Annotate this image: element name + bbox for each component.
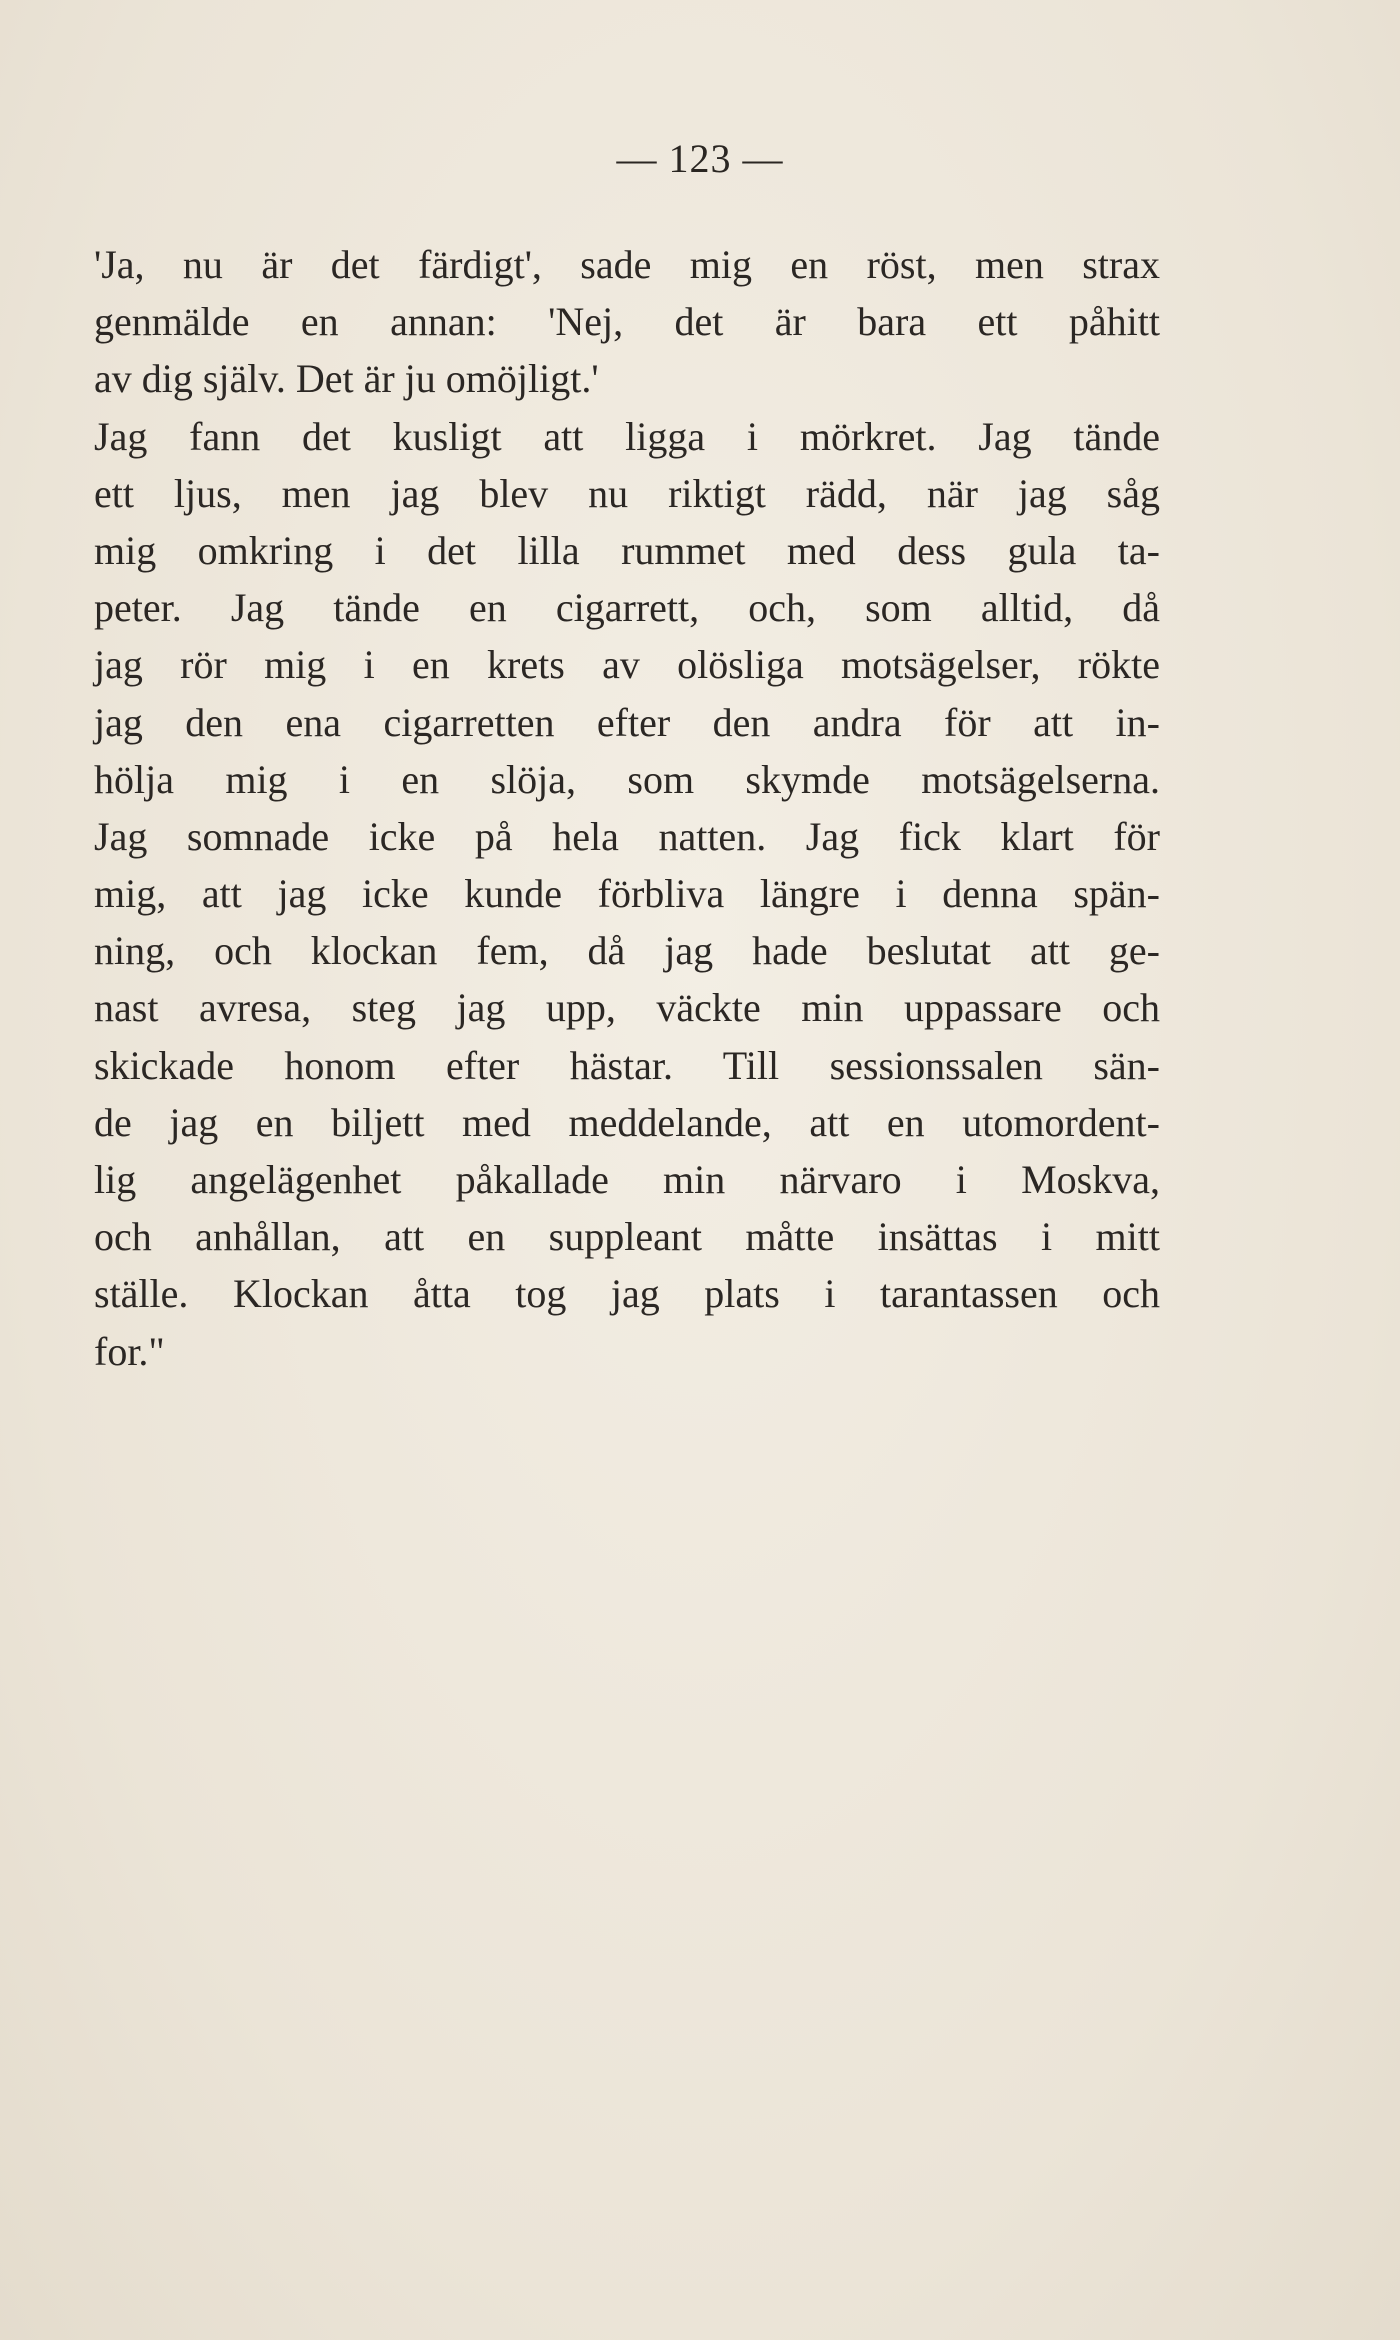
text-line: av dig själv. Det är ju omöjligt.' [94, 356, 599, 402]
text-line: hölja mig i en slöja, som skymde motsägelserna. [94, 756, 1160, 802]
text-line: mig, att jag icke kunde förbliva längre i denna spän- [94, 871, 1160, 917]
text-line: jag den ena cigarretten efter den andra för att in- [94, 699, 1160, 745]
text-line: skickade honom efter hästar. Till sessionssalen sän- [94, 1042, 1160, 1088]
text-line: Jag fann det kusligt att ligga i mörkret. Jag tände [94, 413, 1160, 459]
text-line: mig omkring i det lilla rummet med dess gula ta- [94, 527, 1160, 573]
text-line: och anhållan, att en suppleant måtte insättas i mitt [94, 1214, 1160, 1260]
body-text [94, 236, 1160, 1380]
text-line: peter. Jag tände en cigarrett, och, som alltid, då [94, 585, 1160, 631]
text-line: de jag en biljett med meddelande, att en utomordent- [94, 1099, 1160, 1145]
text-line: genmälde en annan: 'Nej, det är bara ett påhitt [94, 299, 1160, 345]
text-line: lig angelägenhet påkallade min närvaro i Moskva, [94, 1157, 1160, 1202]
text-line: Jag somnade icke på hela natten. Jag fick klart för [94, 813, 1160, 859]
text-line: for." [94, 1328, 165, 1374]
text-line: ett ljus, men jag blev nu riktigt rädd, när jag såg [94, 470, 1160, 516]
text-line: nast avresa, steg jag upp, väckte min uppassare och [94, 985, 1160, 1031]
text-line: jag rör mig i en krets av olösliga motsägelser, rökte [94, 642, 1160, 688]
text-line: ning, och klockan fem, då jag hade beslutat att ge- [94, 928, 1160, 974]
text-line: ställe. Klockan åtta tog jag plats i tarantassen och [94, 1271, 1160, 1317]
text-line: 'Ja, nu är det färdigt', sade mig en röst, men strax [94, 242, 1160, 287]
page-number: — 123 — [616, 136, 784, 181]
